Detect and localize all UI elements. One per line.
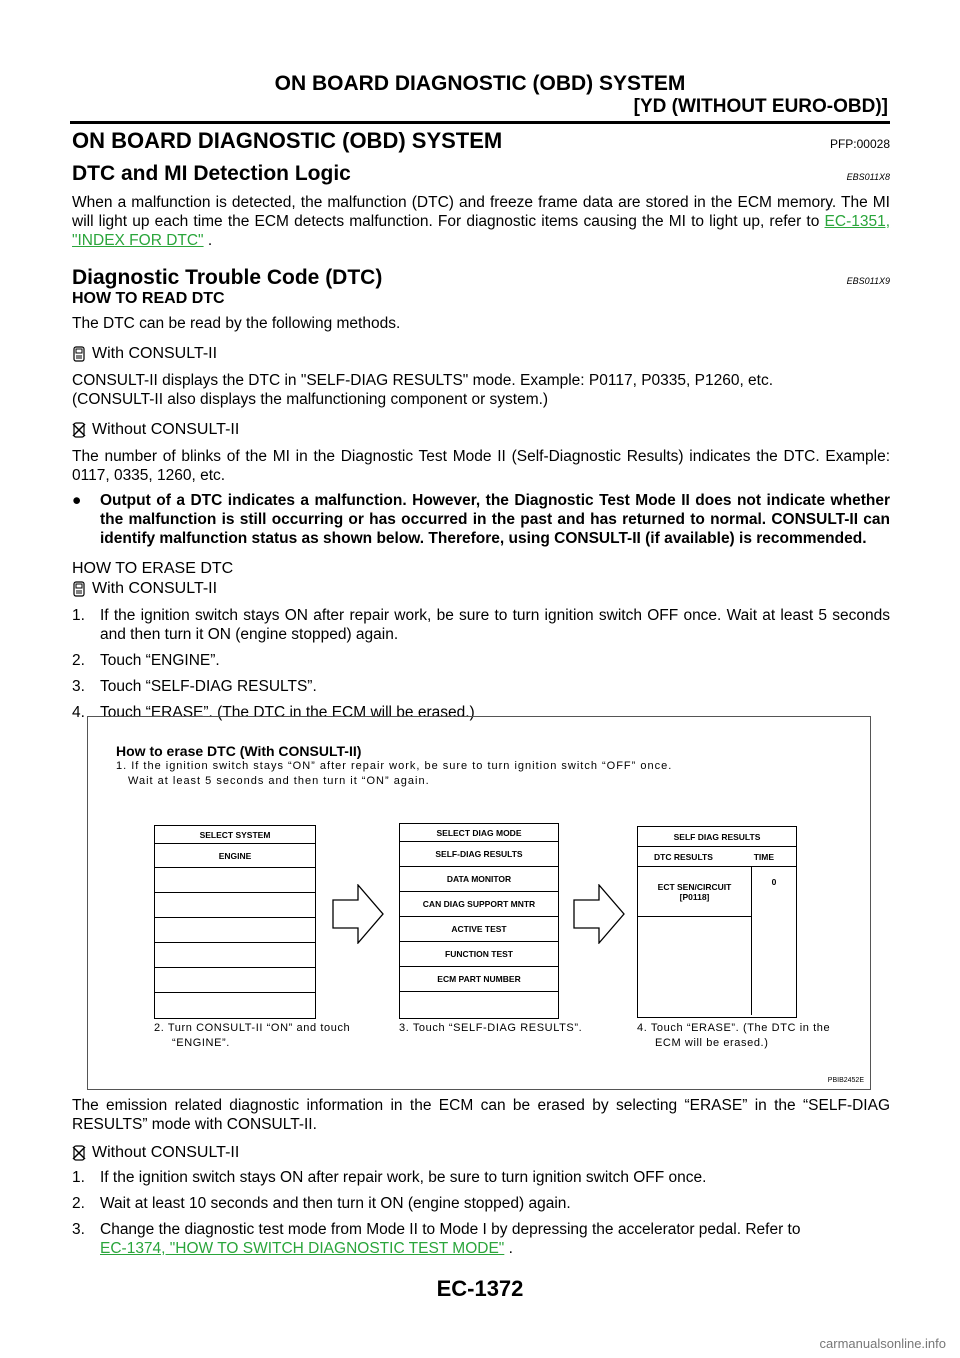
arrow-right-icon bbox=[332, 884, 384, 944]
figure-line-1: 1. If the ignition switch stays “ON” after repair work, be sure to turn ignition switch “OFF” once. bbox=[116, 760, 673, 772]
watermark: carmanualsonline.info bbox=[819, 1336, 946, 1351]
table-row: ECT SEN/CIRCUIT [P0118] bbox=[638, 867, 751, 917]
note-bullet: ● Output of a DTC indicates a malfunction. However, the Diagnostic Test Mode II does not indicate whether the malfunction is still occurring or has occurred in the past and has returned to normal. CONSULT-II can identify malfunction status as shown below. Therefore, using CONSULT-II (if available) is recommended. bbox=[72, 492, 890, 547]
how-to-read-title: HOW TO READ DTC bbox=[72, 290, 225, 307]
index-for-dtc-link[interactable]: EC-1351, "INDEX FOR DTC" bbox=[72, 213, 891, 249]
without-steps-list bbox=[72, 1168, 890, 1258]
page-header-subtitle: [YD (WITHOUT EURO-OBD)] bbox=[633, 96, 888, 117]
can-diag-support-button[interactable]: CAN DIAG SUPPORT MNTR bbox=[400, 892, 558, 917]
page-header-title: ON BOARD DIAGNOSTIC (OBD) SYSTEM bbox=[274, 72, 686, 95]
consult-tester-icon bbox=[72, 581, 86, 597]
with-consult-text-1: CONSULT-II displays the DTC in "SELF-DIAG RESULTS" mode. Example: P0117, P0335, P1260, etc. bbox=[72, 372, 774, 389]
without-consult-heading: Without CONSULT-II bbox=[72, 421, 890, 439]
caption-step-2: 2. Turn CONSULT-II “ON” and touch “ENGINE”. bbox=[154, 1022, 351, 1049]
how-to-erase-title: HOW TO ERASE DTC bbox=[72, 560, 234, 577]
list-item: 3. Change the diagnostic test mode from Mode II to Mode I by depressing the accelerator pedal. Refer to EC-1374, "HOW TO SWITCH DIAGNOSTIC TEST MODE" . bbox=[72, 1221, 801, 1257]
list-item: 3. Touch “SELF-DIAG RESULTS”. bbox=[72, 678, 317, 695]
select-diag-mode-screen bbox=[399, 823, 559, 1019]
list-item bbox=[155, 943, 315, 968]
list-item bbox=[155, 868, 315, 893]
results-column-header: DTC RESULTS TIME bbox=[638, 847, 796, 867]
dtc-logic-text: When a malfunction is detected, the malfunction (DTC) and freeze frame data are stored in the ECM memory. The MI will light up each time the ECM detects malfunction. For diagnostic items causing the MI to light up, refer to EC-1351, "INDEX FOR DTC" . bbox=[72, 194, 891, 249]
section-heading bbox=[72, 128, 890, 154]
list-item: 1. If the ignition switch stays ON after repair work, be sure to turn ignition switch OFF once. bbox=[72, 1169, 707, 1186]
self-diag-results-button[interactable]: SELF-DIAG RESULTS bbox=[400, 842, 558, 867]
list-item: 4. Touch “ERASE”. (The DTC in the ECM will be erased.) bbox=[72, 704, 475, 721]
list-item bbox=[155, 968, 315, 993]
self-diag-results-screen bbox=[637, 826, 797, 1018]
bullet-icon: ● bbox=[72, 492, 82, 509]
list-item: 2. Touch “ENGINE”. bbox=[72, 652, 220, 669]
screen-header: SELF DIAG RESULTS bbox=[638, 827, 796, 847]
dtc-code: EBS011X9 bbox=[846, 276, 890, 286]
dtc-logic-code: EBS011X8 bbox=[846, 172, 890, 182]
list-item bbox=[400, 992, 558, 1016]
results-body bbox=[638, 867, 796, 1015]
figure-code: PBIB2452E bbox=[827, 1077, 864, 1084]
section-code: PFP:00028 bbox=[829, 137, 890, 151]
function-test-button[interactable]: FUNCTION TEST bbox=[400, 942, 558, 967]
after-figure-text: The emission related diagnostic information in the ECM can be erased by selecting “ERASE” in the “SELF-DIAG RESULTS” mode with CONSULT-II. bbox=[72, 1097, 890, 1133]
page-number: EC-1372 bbox=[436, 1276, 524, 1301]
screen-header: SELECT DIAG MODE bbox=[400, 824, 558, 842]
without-consult-text: The number of blinks of the MI in the Diagnostic Test Mode II (Self-Diagnostic Results) indicates the DTC. Example: 0117, 0335, 1260, etc. bbox=[72, 448, 890, 484]
list-item: 2. Wait at least 10 seconds and then turn it ON (engine stopped) again. bbox=[72, 1195, 571, 1212]
lower-content bbox=[72, 1096, 890, 1258]
erase-steps-list bbox=[72, 606, 890, 722]
list-item bbox=[155, 893, 315, 918]
no-tester-icon bbox=[72, 1145, 86, 1161]
figure-line-2: Wait at least 5 seconds and then turn it “ON” again. bbox=[128, 775, 430, 787]
active-test-button[interactable]: ACTIVE TEST bbox=[400, 917, 558, 942]
list-item: 1. If the ignition switch stays ON after repair work, be sure to turn ignition switch OFF once. Wait at least 5 seconds and then turn it ON (engine stopped) again. bbox=[72, 607, 890, 643]
with-consult-text-2: (CONSULT-II also displays the malfunctioning component or system.) bbox=[72, 391, 549, 408]
read-intro: The DTC can be read by the following methods. bbox=[72, 315, 401, 332]
header-rule bbox=[70, 121, 890, 124]
with-consult-heading: With CONSULT-II bbox=[72, 345, 890, 363]
erase-without-consult-heading: Without CONSULT-II bbox=[72, 1144, 890, 1162]
dtc-heading bbox=[72, 266, 890, 290]
erase-with-consult-heading: With CONSULT-II bbox=[72, 580, 890, 598]
switch-test-mode-link[interactable]: EC-1374, "HOW TO SWITCH DIAGNOSTIC TEST MODE" bbox=[100, 1240, 505, 1257]
dtc-logic-heading bbox=[72, 162, 890, 186]
select-system-screen bbox=[154, 825, 316, 1019]
engine-button[interactable]: ENGINE bbox=[155, 844, 315, 868]
arrow-right-icon bbox=[573, 884, 625, 944]
erase-dtc-figure bbox=[87, 716, 871, 1090]
dtc-title: Diagnostic Trouble Code (DTC) bbox=[72, 266, 383, 289]
main-content bbox=[72, 128, 890, 722]
ecm-part-number-button[interactable]: ECM PART NUMBER bbox=[400, 967, 558, 992]
caption-step-4: 4. Touch “ERASE”. (The DTC in the ECM will be erased.) bbox=[637, 1022, 831, 1049]
figure-title: How to erase DTC (With CONSULT-II) bbox=[116, 743, 362, 759]
dtc-logic-title: DTC and MI Detection Logic bbox=[72, 162, 351, 185]
consult-tester-icon bbox=[72, 346, 86, 362]
list-item bbox=[155, 918, 315, 943]
time-value: 0 bbox=[771, 877, 777, 887]
data-monitor-button[interactable]: DATA MONITOR bbox=[400, 867, 558, 892]
list-item bbox=[155, 993, 315, 1016]
no-tester-icon bbox=[72, 422, 86, 438]
section-title: ON BOARD DIAGNOSTIC (OBD) SYSTEM bbox=[72, 128, 503, 153]
caption-step-3: 3. Touch “SELF-DIAG RESULTS”. bbox=[399, 1022, 583, 1034]
screen-header: SELECT SYSTEM bbox=[155, 826, 315, 844]
